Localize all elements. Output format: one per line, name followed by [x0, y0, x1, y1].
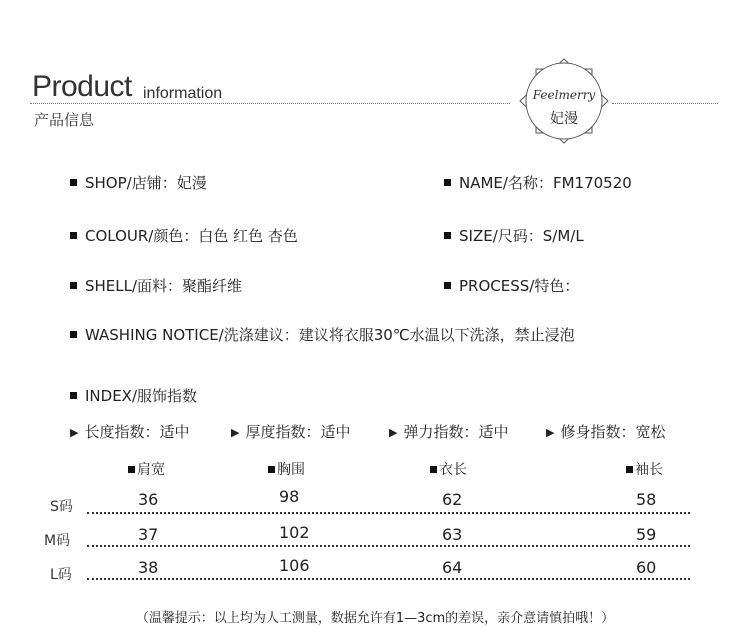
- index-thickness-text: 厚度指数：适中: [245, 423, 351, 441]
- index-fit-text: 修身指数：宽松: [560, 423, 666, 441]
- bullet-icon: [70, 179, 77, 186]
- info-process: [444, 275, 579, 296]
- bullet-icon: [430, 466, 437, 473]
- triangle-right-icon: ▶: [70, 426, 79, 439]
- info-name-text: NAME/名称：FM170520: [459, 174, 632, 192]
- col-head-length: [430, 459, 467, 479]
- header-divider-left: [30, 103, 510, 104]
- info-index-text: INDEX/服饰指数: [85, 387, 198, 405]
- bullet-icon: [70, 392, 77, 399]
- row-label-s: S码: [50, 499, 73, 515]
- page-title: Product: [32, 70, 132, 103]
- info-shell: [70, 275, 242, 296]
- bullet-icon: [444, 232, 451, 239]
- cell-m-shoulder: 37: [138, 525, 159, 544]
- info-name: [444, 172, 632, 193]
- page-title-cn: 产品信息: [34, 111, 95, 129]
- col-head-bust: [268, 459, 305, 479]
- bullet-icon: [70, 331, 77, 338]
- info-colour-text: COLOUR/颜色：白色 红色 杏色: [85, 227, 298, 245]
- row-divider-l: [87, 578, 690, 580]
- bullet-icon: [70, 282, 77, 289]
- cell-s-bust: 98: [279, 487, 300, 506]
- cell-l-shoulder: 38: [138, 558, 159, 577]
- index-elasticity-text: 弹力指数：适中: [403, 423, 509, 441]
- col-head-sleeve-text: 袖长: [635, 462, 663, 478]
- info-index: [70, 385, 197, 406]
- index-length: [70, 421, 189, 442]
- cell-s-length: 62: [442, 490, 463, 509]
- row-label-l: L码: [50, 567, 72, 583]
- col-head-shoulder: [128, 459, 165, 479]
- triangle-right-icon: ▶: [389, 426, 398, 439]
- info-colour: [70, 225, 298, 246]
- bullet-icon: [444, 282, 451, 289]
- info-shell-text: SHELL/面料：聚酯纤维: [85, 277, 243, 295]
- page-subtitle: information: [143, 85, 223, 102]
- triangle-right-icon: ▶: [546, 426, 555, 439]
- row-divider-m: [87, 545, 690, 547]
- row-divider-s: [87, 512, 690, 514]
- info-size: [444, 225, 584, 246]
- index-elasticity: [389, 421, 508, 442]
- row-label-m: M码: [44, 533, 71, 549]
- cell-m-sleeve: 59: [636, 525, 657, 544]
- col-head-bust-text: 胸围: [277, 462, 305, 478]
- cell-l-bust: 106: [279, 556, 310, 575]
- info-shop-text: SHOP/店铺：妃漫: [85, 174, 207, 192]
- cell-m-bust: 102: [279, 523, 310, 542]
- cell-s-sleeve: 58: [636, 490, 657, 509]
- info-size-text: SIZE/尺码：S/M/L: [459, 227, 584, 245]
- logo-script-text: Feelmerry: [532, 88, 596, 102]
- index-length-text: 长度指数：适中: [84, 423, 190, 441]
- info-washing-text: WASHING NOTICE/洗涤建议：建议将衣服30℃水温以下洗涤，禁止浸泡: [85, 326, 575, 344]
- col-head-length-text: 衣长: [439, 462, 467, 478]
- bullet-icon: [70, 232, 77, 239]
- bullet-icon: [268, 466, 275, 473]
- col-head-sleeve: [626, 459, 663, 479]
- index-thickness: [231, 421, 350, 442]
- cell-l-sleeve: 60: [636, 558, 657, 577]
- triangle-right-icon: ▶: [231, 426, 240, 439]
- info-shop: [70, 172, 207, 193]
- col-head-shoulder-text: 肩宽: [137, 462, 165, 478]
- header-divider-right: [612, 103, 718, 104]
- bullet-icon: [444, 179, 451, 186]
- logo-cn-text: 妃漫: [550, 111, 578, 127]
- measurement-note: （温馨提示：以上均为人工测量，数据允许有1—3cm的差误，亲介意请慎拍哦！）: [135, 611, 615, 626]
- cell-l-length: 64: [442, 558, 463, 577]
- cell-s-shoulder: 36: [138, 490, 159, 509]
- bullet-icon: [128, 466, 135, 473]
- cell-m-length: 63: [442, 525, 463, 544]
- info-process-text: PROCESS/特色：: [459, 277, 580, 295]
- info-washing: [70, 324, 575, 345]
- index-fit: [546, 421, 665, 442]
- bullet-icon: [626, 466, 633, 473]
